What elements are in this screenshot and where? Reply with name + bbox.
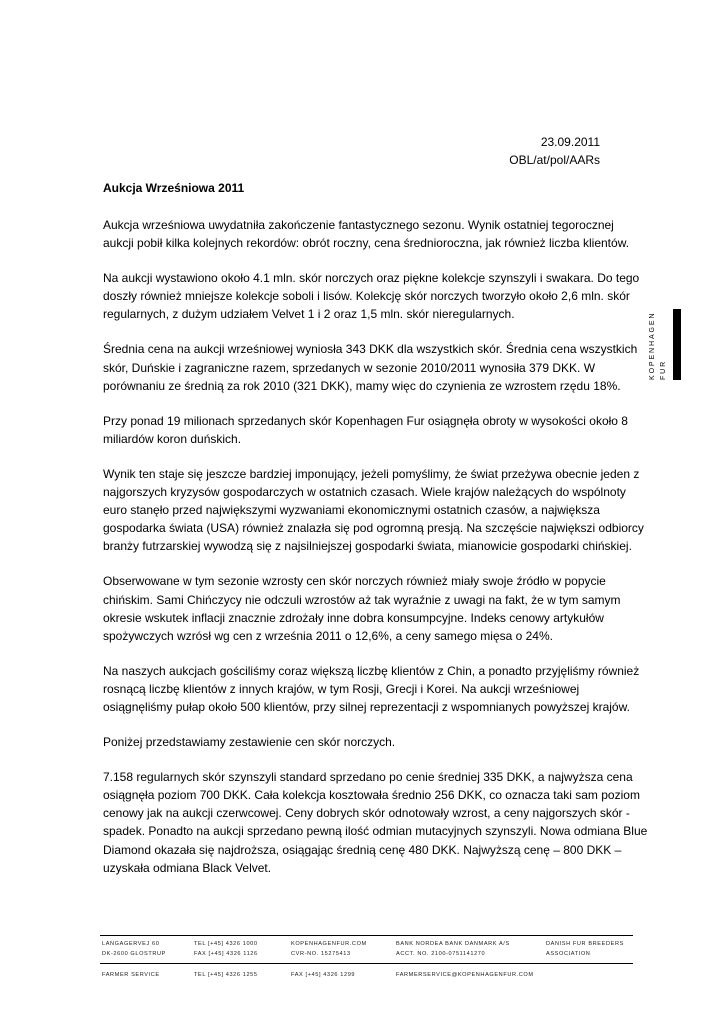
body-paragraph [103,216,630,252]
paragraph-line: miliardów koron duńskich. [103,431,242,446]
paragraph-line: aukcji pobił kilka kolejnych rekordów: obrót roczny, cena średnioroczna, jak również liczba klientów. [103,236,630,251]
paragraph-line: okresie wskutek inflacji znacznie zdrożały inne dobra konsumpcyjne. Indeks cenowy artykułów [103,610,604,625]
paragraph-line: Na aukcji wystawiono około 4.1 mln. skór norczych oraz piękne kolekcje szynszyli i swakara. Do tego [103,271,640,286]
footer-address-line1: LANGAGERVEJ 60 [102,941,160,947]
body-paragraph [103,465,644,555]
logo-bar [673,309,681,380]
footer-account: ACCT. NO. 2100-0751141270 [396,951,486,957]
paragraph-line: Wynik ten staje się jeszcze bardziej imponujący, jeżeli pomyślimy, że świat przeżywa obecnie jeden z [103,466,640,481]
footer-farmer-tel: TEL [+45] 4326 1255 [194,972,258,978]
paragraph-line: doszły również mniejsze kolekcje soboli i lisów. Kolekcję skór norczych tworzyło około 2,6 mln. skór [103,289,630,304]
document-reference: OBL/at/pol/AARs [509,153,600,167]
paragraph-line: Poniżej przedstawiamy zestawienie cen skór norczych. [103,735,396,750]
footer-cvr: CVR-NO. 15275413 [291,951,351,957]
paragraph-line: Na naszych aukcjach gościliśmy coraz większą liczbę klientów z Chin, a ponadto przyjęliśmy również [103,663,640,678]
paragraph-line: rosnącą liczbę klientów z innych krajów, w tym Rosji, Grecji i Korei. Na aukcji wrześniowej [103,681,580,696]
paragraph-line: Aukcja wrześniowa uwydatniła zakończenie fantastycznego sezonu. Wynik ostatniej tegorocznej [103,218,614,232]
body-paragraph [103,733,615,751]
footer-divider-bottom [100,963,633,964]
document-date: 23.09.2011 [540,135,600,149]
footer-farmer-email: FARMERSERVICE@KOPENHAGENFUR.COM [396,972,534,978]
body-paragraph [103,269,640,323]
footer-website: KOPENHAGENFUR.COM [291,941,367,947]
paragraph-line: najgorszych kryzysów gospodarczych w ostatnich czasach. Wiele krajów należących do wspólnoty [103,485,626,500]
paragraph-line: Obserwowane w tym sezonie wzrosty cen skór norczych również miały swoje źródło w popycie [103,574,606,589]
paragraph-line: Średnia cena na aukcji wrześniowej wyniosła 343 DKK dla wszystkich skór. Średnia cena wszystkich [103,342,638,357]
paragraph-line: osiągnęliśmy pułap około 500 klientów, przy silnej reprezentacji z wspomnianych powyższej krajów. [103,699,630,714]
body-paragraph [103,340,638,394]
paragraph-line: gospodarka świata (USA) również znalazła się pod ogromną presją. Na szczęście największi odbiorcy [103,521,644,536]
paragraph-line: regularnych, z dużym udziałem Velvet 1 i 2 oraz 1,5 mln. skór nieregularnych. [103,307,515,322]
paragraph-line: uzyskała odmiana Black Velvet. [103,860,272,875]
paragraph-line: Przy ponad 19 milionach sprzedanych skór Kopenhagen Fur osiągnęła obroty w wysokości około 8 [103,413,628,428]
footer-address-line2: DK-2600 GLOSTRUP [102,951,167,957]
paragraph-line: spadek. Ponadto na aukcji sprzedano pewną ilość odmian mutacyjnych szynszyli. Nowa odmiana Blue [103,824,648,839]
logo-text-fur: FUR [660,359,667,380]
paragraph-line: skór, Duńskie i zagraniczne razem, sprzedanych w sezonie 2010/2011 wynosiła 379 DKK. W [103,360,596,375]
paragraph-line: porównaniu ze średnią za rok 2010 (321 DKK), mamy więc do czynienia ze wzrostem rzędu 18%. [103,378,621,393]
footer-bank: BANK NORDEA BANK DANMARK A/S [396,941,510,947]
logo-text-kopenhagen: KOPENHAGEN [649,311,656,380]
paragraph-line: 7.158 regularnych skór szynszyli standard sprzedano po cenie średniej 335 DKK, a najwyższa cena [103,770,633,785]
paragraph-line: cenowy jak na aukcji czerwcowej. Ceny dobrych skór odnotowały wzrost, a ceny najgorszych skór - [103,806,630,821]
footer-association-line1: DANISH FUR BREEDERS [546,941,624,947]
body-paragraph [103,412,628,448]
footer-tel: TEL [+45] 4326 1000 [194,941,258,947]
paragraph-line: spożywczych wzrósł wg cen z września 2011 o 12,6%, a ceny samego mięsa o 24%. [103,628,553,643]
paragraph-line: osiągnęła poziom 700 DKK. Cała kolekcja kosztowała średnio 256 DKK, co oznacza taki sam poziom [103,788,640,803]
paragraph-line: Diamond okazała się najdroższa, osiągając średnią cenę 480 DKK. Najwyższą cenę – 800 DKK – [103,842,622,857]
document-body [103,216,648,894]
body-paragraph [103,572,621,644]
body-paragraph [103,662,640,716]
document-title: Aukcja Wrześniowa 2011 [103,181,245,195]
paragraph-line: branży futrzarskiej wywodzą się z najsilniejszej gospodarki świata, mianowicie gospodarki chińskiej. [103,539,632,554]
footer-fax: FAX [+45] 4326 1126 [194,951,258,957]
footer-association-line2: ASSOCIATION [546,951,591,957]
paragraph-line: chińskim. Sami Chińczycy nie odczuli wzrostów aż tak wyraźnie z uwagi na fakt, że w tym samym [103,592,621,607]
paragraph-line: euro stanęło przed największymi wyzwaniami ekonomicznymi ostatnich czasów, a największa [103,503,600,518]
footer-farmer-fax: FAX [+45] 4326 1299 [291,972,356,978]
footer-divider-top [100,935,633,936]
footer-farmer-service: FARMER SERVICE [102,972,160,978]
body-paragraph [103,768,648,877]
